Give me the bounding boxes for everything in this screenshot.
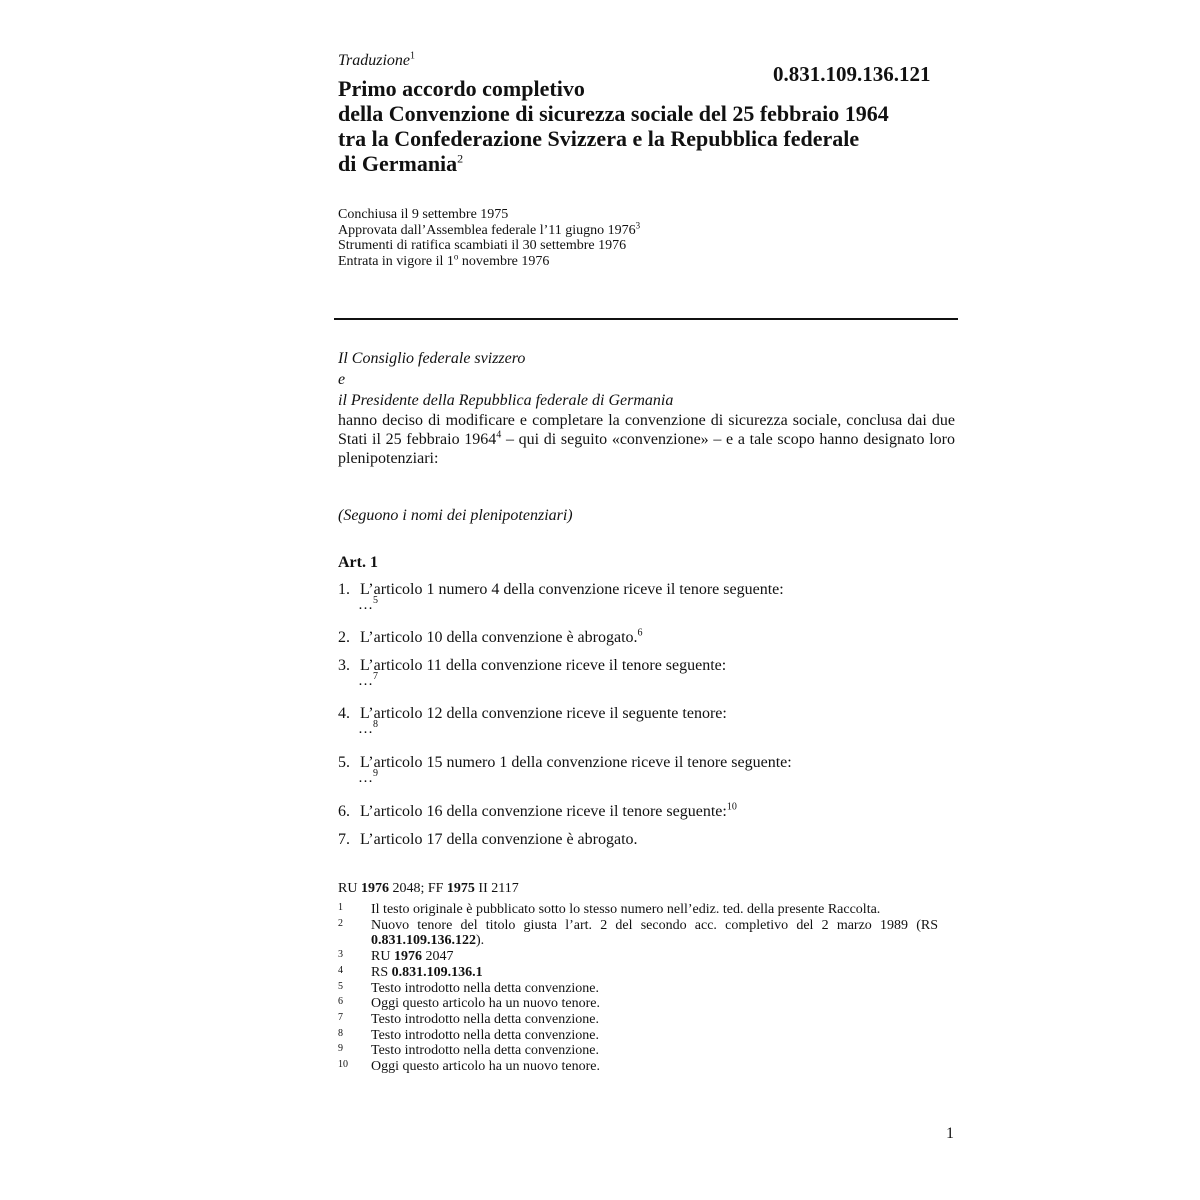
article-item (338, 831, 638, 849)
footnote (338, 1028, 938, 1044)
footnote-ref-8[interactable]: 8 (373, 719, 378, 730)
article-item-ellipsis (338, 719, 727, 737)
footnote-ref-1[interactable]: 1 (410, 50, 416, 62)
preamble-text (338, 411, 955, 468)
plenipotentiaries-note: (Seguono i nomi dei plenipotenziari) (338, 507, 573, 524)
ref-ru-year: 1976 (360, 881, 389, 896)
meta-ratification: Strumenti di ratifica scambiati il 30 settembre 1976 (338, 238, 627, 253)
footnote-text-post: 2047 (421, 949, 454, 965)
meta-approved-text: Approvata dall’Assemblea federale l’11 giugno 1976 (338, 222, 636, 238)
footnote-number: 5 (338, 980, 343, 992)
translation-text: Traduzione (338, 52, 411, 69)
footnote-number: 2 (338, 917, 343, 929)
article-item-ellipsis (338, 595, 784, 613)
footnote-text: Testo introdotto nella detta convenzione. (371, 1027, 600, 1043)
footnote-ref-7[interactable]: 7 (373, 671, 378, 682)
ellipsis-text: … (358, 721, 373, 737)
article-item (338, 657, 726, 688)
footnote-number: 6 (338, 996, 343, 1008)
article-item (338, 581, 784, 612)
meta-entry-pre: Entrata in vigore il 1 (338, 253, 454, 269)
ref-ff-page: II 2117 (474, 881, 519, 896)
article-item-number: 1. (338, 581, 350, 598)
footnote-text-post: ). (476, 933, 485, 949)
article-item-number: 5. (338, 754, 350, 771)
footnote-number: 4 (338, 964, 343, 976)
footnotes-list (338, 902, 938, 1075)
title-line-1: Primo accordo completivo (338, 76, 585, 101)
ref-ru-page: 2048; FF (388, 881, 447, 896)
footnote-text-bold: 1976 (393, 949, 422, 965)
footnote (338, 1043, 938, 1059)
article-item-text: L’articolo 12 della convenzione riceve il seguente tenore: (360, 705, 727, 722)
article-item (338, 803, 737, 821)
footnote-text-pre: Il testo originale è pubblicato sotto lo stesso numero nell’ediz. ted. della presente Raccolta. (371, 902, 881, 917)
article-heading: Art. 1 (338, 554, 378, 571)
footnote-ref-5[interactable]: 5 (373, 595, 378, 606)
article-item (338, 705, 727, 736)
ref-ru-label: RU (338, 881, 361, 896)
title-line-2: della Convenzione di sicurezza sociale del 25 febbraio 1964 (338, 101, 889, 126)
article-item-text: L’articolo 11 della convenzione riceve il tenore seguente: (360, 657, 727, 674)
footnote (338, 949, 938, 965)
footnote-text: Testo introdotto nella detta convenzione. (371, 1011, 600, 1027)
meta-entry-ordinal: o (453, 250, 459, 261)
article-item-number: 7. (338, 831, 350, 848)
meta-entry-into-force (338, 250, 640, 270)
title-line-4-text: di Germania (338, 151, 458, 176)
party-swiss: Il Consiglio federale svizzero (338, 350, 526, 367)
article-item-number: 2. (338, 629, 350, 646)
footnote-text (371, 918, 938, 949)
footnote (338, 996, 938, 1012)
footnote (338, 918, 938, 949)
footnote-ref-4[interactable]: 4 (496, 429, 502, 441)
article-item-number: 4. (338, 705, 350, 722)
footnote-text (371, 902, 938, 918)
footnote-text (371, 965, 938, 981)
ellipsis-text: … (358, 597, 373, 613)
article-item (338, 629, 643, 647)
footnote-number: 3 (338, 949, 343, 961)
footnote-text-pre: RS (371, 964, 392, 980)
footnote-number: 8 (338, 1027, 343, 1039)
article-item-ellipsis (338, 671, 726, 689)
article-item-text: L’articolo 17 della convenzione è abrogato. (360, 831, 638, 848)
title-line-4 (338, 151, 978, 176)
document-title (338, 76, 978, 176)
footnote-text: Testo introdotto nella detta convenzione. (371, 980, 600, 996)
footnote-ref-10[interactable]: 10 (726, 801, 737, 813)
ellipsis-text: … (358, 770, 373, 786)
footnote-text-bold: 0.831.109.136.122 (371, 933, 476, 949)
preamble-text-a: hanno deciso di modificare e completare la convenzione di sicurezza sociale, conclusa dai due Stati il 25 febbraio 1964 (338, 412, 955, 448)
preamble (338, 348, 955, 468)
footnote (338, 965, 938, 981)
title-line-3: tra la Confederazione Svizzera e la Repubblica federale (338, 126, 860, 151)
footnote-text-pre: RU (371, 949, 394, 965)
footnote (338, 1012, 938, 1028)
preamble-text-b: – qui di seguito «convenzione» – e a tale scopo hanno designato loro plenipotenziari: (338, 431, 955, 467)
article-item-text: L’articolo 1 numero 4 della convenzione riceve il tenore seguente: (360, 581, 784, 598)
footnote-text: Oggi questo articolo ha un nuovo tenore. (371, 1059, 601, 1075)
article-item-number: 6. (338, 803, 350, 820)
footnote-ref-3[interactable]: 3 (635, 219, 641, 230)
article-item-text: L’articolo 15 numero 1 della convenzione riceve il tenore seguente: (360, 754, 792, 771)
footnote-number: 9 (338, 1043, 343, 1055)
ref-ff-year: 1975 (446, 881, 475, 896)
article-item-text: L’articolo 10 della convenzione è abrogato. (360, 629, 638, 646)
footnote (338, 1059, 938, 1075)
source-reference (338, 881, 519, 897)
meta-approved (338, 219, 641, 239)
footnote-ref-9[interactable]: 9 (373, 768, 378, 779)
document-metadata (338, 207, 640, 269)
footnote-ref-6[interactable]: 6 (637, 627, 643, 639)
meta-concluded: Conchiusa il 9 settembre 1975 (338, 207, 509, 222)
footnote-text: Testo introdotto nella detta convenzione. (371, 1043, 600, 1059)
article-item-text: L’articolo 16 della convenzione riceve il tenore seguente: (360, 803, 727, 820)
page-number: 1 (946, 1125, 954, 1142)
footnote-number: 1 (338, 902, 343, 913)
footnote-text: Oggi questo articolo ha un nuovo tenore. (371, 996, 601, 1012)
footnote (338, 981, 938, 997)
party-germany: il Presidente della Repubblica federale di Germania (338, 392, 674, 409)
party-conjunction: e (338, 371, 346, 388)
article-item (338, 754, 792, 785)
sr-number: 0.831.109.136.121 (773, 62, 931, 86)
article-item-number: 3. (338, 657, 350, 674)
ellipsis-text: … (358, 673, 373, 689)
translation-label (338, 52, 415, 70)
footnote-text-pre: Nuovo tenore del titolo giusta l’art. 2 del secondo acc. completivo del 2 marzo 1989 (RS (371, 917, 938, 933)
horizontal-divider (334, 318, 958, 320)
article-item-ellipsis (338, 768, 792, 786)
footnote (338, 902, 938, 918)
meta-entry-post: novembre 1976 (458, 253, 550, 269)
footnote-ref-2[interactable]: 2 (457, 151, 464, 166)
footnote-text-bold: 0.831.109.136.1 (391, 964, 483, 980)
footnote-text (371, 949, 938, 965)
footnote-number: 7 (338, 1011, 343, 1023)
footnote-number: 10 (338, 1059, 348, 1071)
